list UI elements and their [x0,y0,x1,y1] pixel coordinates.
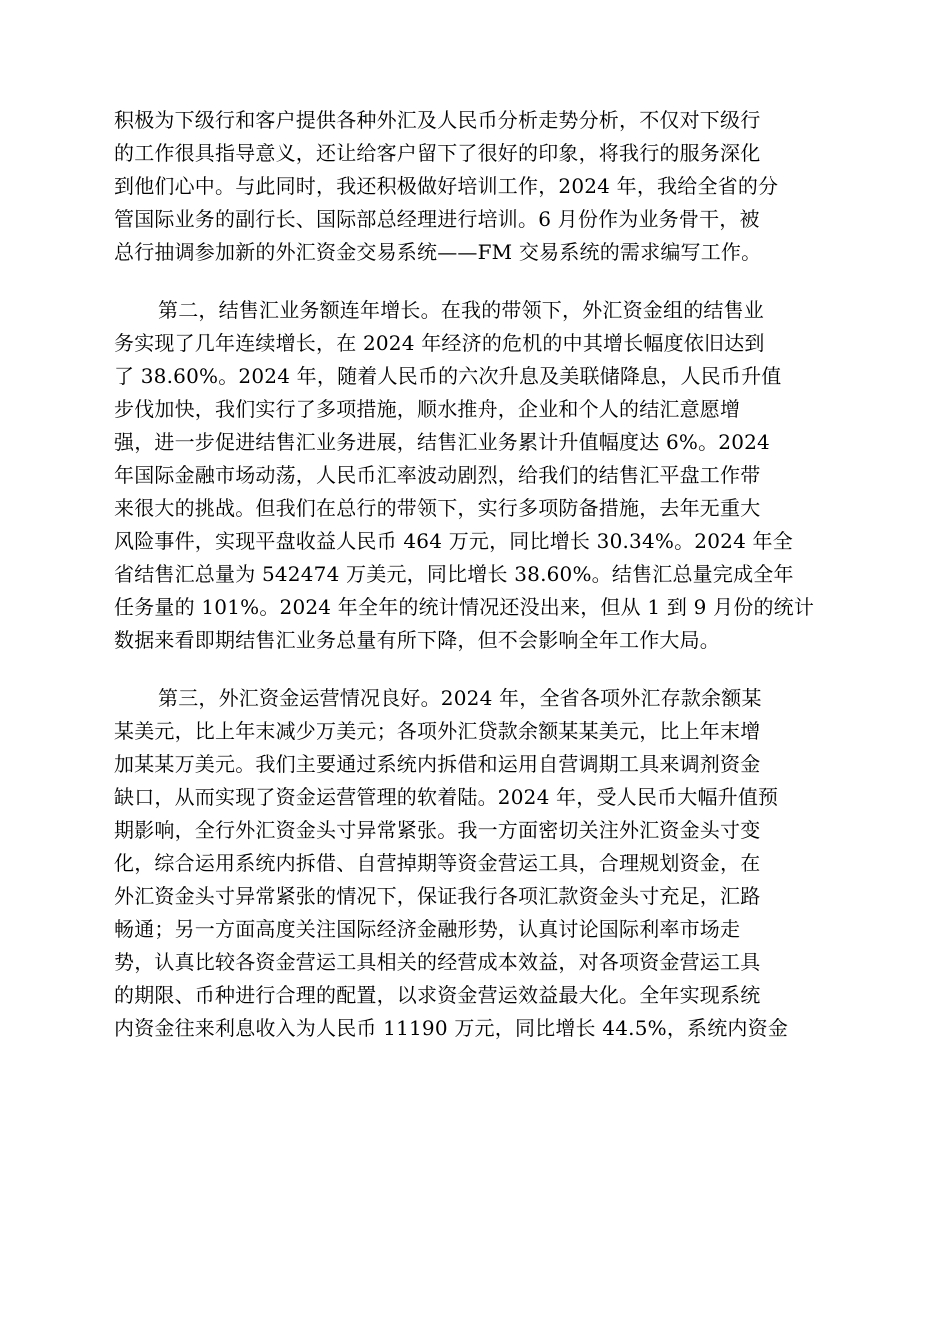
text-line: 来很大的挑战。但我们在总行的带领下，实行多项防备措施，去年无重大 [114,496,761,520]
text-line: 积极为下级行和客户提供各种外汇及人民币分析走势分析，不仅对下级行 [114,108,761,132]
paragraph-settlement-growth [114,294,844,657]
paragraph-training [114,104,844,269]
text-line: 内资金往来利息收入为人民币 11190 万元，同比增长 44.5%，系统内资金 [114,1016,789,1040]
text-line: 某美元，比上年末减少万美元；各项外汇贷款余额某某美元，比上年末增 [114,719,761,743]
text-line: 总行抽调参加新的外汇资金交易系统——FM 交易系统的需求编写工作。 [114,240,762,264]
text-line: 第三，外汇资金运营情况良好。2024 年，全省各项外汇存款余额某 [158,686,762,710]
text-line: 到他们心中。与此同时，我还积极做好培训工作，2024 年，我给全省的分 [114,174,779,198]
text-line: 了 38.60%。2024 年，随着人民币的六次升息及美联储降息，人民币升值 [114,364,782,388]
text-line: 化，综合运用系统内拆借、自营掉期等资金营运工具，合理规划资金，在 [114,851,761,875]
paragraph-fund-operation [114,682,844,1045]
text-line: 畅通；另一方面高度关注国际经济金融形势，认真讨论国际利率市场走 [114,917,741,941]
text-line: 势，认真比较各资金营运工具相关的经营成本效益，对各项资金营运工具 [114,950,761,974]
text-line: 省结售汇总量为 542474 万美元，同比增长 38.60%。结售汇总量完成全年 [114,562,794,586]
text-line: 外汇资金头寸异常紧张的情况下，保证我行各项汇款资金头寸充足，汇路 [114,884,761,908]
text-line: 风险事件，实现平盘收益人民币 464 万元，同比增长 30.34%。2024 年全 [114,529,793,553]
text-line: 缺口，从而实现了资金运营管理的软着陆。2024 年，受人民币大幅升值预 [114,785,779,809]
text-line: 强，进一步促进结售汇业务进展，结售汇业务累计升值幅度达 6%。2024 [114,430,770,454]
text-line: 管国际业务的副行长、国际部总经理进行培训。6 月份作为业务骨干，被 [114,207,760,231]
text-line: 期影响，全行外汇资金头寸异常紧张。我一方面密切关注外汇资金头寸变 [114,818,761,842]
document-body [114,104,844,1045]
text-line: 数据来看即期结售汇业务总量有所下降，但不会影响全年工作大局。 [114,628,720,652]
text-line: 的期限、币种进行合理的配置，以求资金营运效益最大化。全年实现系统 [114,983,761,1007]
text-line: 的工作很具指导意义，还让给客户留下了很好的印象，将我行的服务深化 [114,141,761,165]
text-line: 第二，结售汇业务额连年增长。在我的带领下，外汇资金组的结售业 [158,298,764,322]
text-line: 务实现了几年连续增长，在 2024 年经济的危机的中其增长幅度依旧达到 [114,331,765,355]
text-line: 加某某万美元。我们主要通过系统内拆借和运用自营调期工具来调剂资金 [114,752,761,776]
text-line: 步伐加快，我们实行了多项措施，顺水推舟，企业和个人的结汇意愿增 [114,397,741,421]
text-line: 年国际金融市场动荡，人民币汇率波动剧烈，给我们的结售汇平盘工作带 [114,463,761,487]
text-line: 任务量的 101%。2024 年全年的统计情况还没出来，但从 1 到 9 月份的统计 [114,595,815,619]
